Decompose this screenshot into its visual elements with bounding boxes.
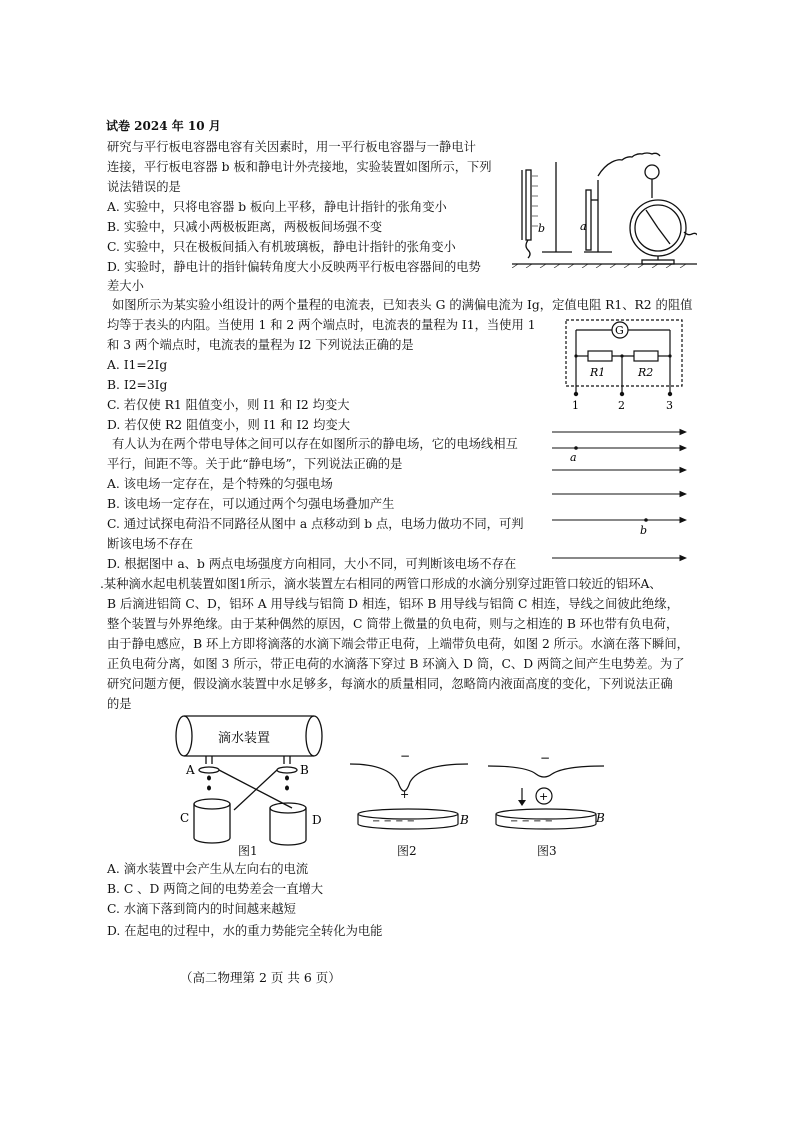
svg-text:−: − [540,752,551,765]
q3-point-b-label: b [640,524,648,537]
q4-stem-line-7: 的是 [107,697,132,711]
q4-option-a: A. 滴水装置中会产生从左向右的电流 [107,862,309,876]
drip-device-label: 滴水装置 [218,731,271,746]
can-d-label: D [312,813,322,827]
q3-option-c-cont: 断该电场不存在 [107,537,194,551]
drip-figure-2 [348,752,474,832]
q2-terminal-3: 3 [666,399,673,412]
q4-stem-line-6: 研究问题方便，假设滴水装置中水足够多，每滴水的质量相同，忽略筒内液面高度的变化，下列说法正确 [107,677,673,691]
q2-terminal-2: 2 [618,399,625,412]
q4-stem-line-3: 整个装置与外界绝缘。由于某种偶然的原因，C 筒带上微量的负电荷，则与之相连的 B 环也带有负电荷， [107,617,679,631]
fig3-ring-b-label: B [596,811,605,825]
q2-option-b: B. I2=3Ig [107,378,168,392]
q4-stem-line-4: 由于静电感应，B 环上方即将滴落的水滴下端会带正电荷，上端带负电荷，如图 2 所示。水滴在落下瞬间， [107,637,689,651]
svg-text:−: − [400,752,411,763]
q1-option-d: D. 实验时，静电计的指针偏转角度大小反映两平行板电容器间的电势 [107,260,481,274]
q1-option-a: A. 实验中，只将电容器 b 板向上平移，静电计指针的张角变小 [107,200,447,214]
q2-stem-line-3: 和 3 两个端点时，电流表的量程为 I2 下列说法正确的是 [107,338,414,352]
figure-3-caption: 图3 [537,844,557,858]
q1-option-c: C. 实验中，只在极板间插入有机玻璃板，静电计指针的张角变小 [107,240,456,254]
q3-stem-line-2: 平行，间距不等。关于此“静电场”，下列说法正确的是 [107,457,403,471]
q3-option-b: B. 该电场一定存在，可以通过两个匀强电场叠加产生 [107,497,395,511]
figure-2-caption: 图2 [397,844,417,858]
q1-label-a: a [580,220,587,233]
ring-a-label: A [186,763,195,777]
can-c-label: C [180,811,190,825]
q4-option-b: B. C 、D 两筒之间的电势差会一直增大 [107,882,324,896]
capacitor-electrometer-figure [512,140,697,268]
q2-option-d: D. 若仅使 R2 阻值变小，则 I1 和 I2 均变大 [107,418,350,432]
q2-label-r2: R2 [638,366,654,379]
svg-text:+: + [539,790,549,803]
q1-stem-line-2: 连接，平行板电容器 b 板和静电计外壳接地，实验装置如图所示，下列 [107,160,492,174]
q4-stem-line-1: .某种滴水起电机装置如图1所示，滴水装置左右相同的两管口形成的水滴分别穿过距管口较近的铝环A、 [100,577,662,591]
q1-option-b: B. 实验中，只减小两极板距离，两极板间场强不变 [107,220,383,234]
drip-generator-figure-1 [172,712,340,860]
q1-stem-line-3: 说法错误的是 [107,180,181,194]
drip-figure-3 [486,752,610,832]
q2-terminal-1: 1 [572,399,579,412]
q3-stem-line-1: 有人认为在两个带电导体之间可以存在如图所示的静电场，它的电场线相互 [112,437,518,451]
q2-stem-line-1: 如图所示为某实验小组设计的两个量程的电流表，已知表头 G 的满偏电流为 Ig，定值电阻 R1、R2 的阻值 [112,298,693,312]
q3-point-a-label: a [570,451,577,464]
page-header: 试卷 2024 年 10 月 [106,119,221,133]
figure-1-caption: 图1 [238,844,258,858]
svg-text:− − − −: − − − − [372,816,416,827]
q4-stem-line-5: 正负电荷分离，如图 3 所示，带正电荷的水滴落下穿过 B 环滴入 D 筒，C、D 两筒之间产生电势差。为了 [107,657,685,671]
ring-b-label: B [300,763,309,777]
svg-text:− − − −: − − − − [510,816,554,827]
q1-label-b: b [538,222,546,235]
q3-option-c: C. 通过试探电荷沿不同路径从图中 a 点移动到 b 点，电场力做功不同，可判 [107,517,524,531]
q2-label-g: G [615,324,624,337]
q4-stem-line-2: B 后滴进铝筒 C、D，铝环 A 用导线与铝筒 D 相连，铝环 B 用导线与铝筒 C 相连，导线之间彼此绝缘， [107,597,679,611]
q2-option-c: C. 若仅使 R1 阻值变小，则 I1 和 I2 均变大 [107,398,350,412]
page-footer: （高二物理第 2 页 共 6 页） [180,970,341,985]
q1-option-d-cont: 差大小 [107,279,144,293]
field-lines-figure [548,424,690,564]
q2-option-a: A. I1=2Ig [107,358,168,372]
fig2-ring-b-label: B [460,813,469,827]
q4-option-d: D. 在起电的过程中，水的重力势能完全转化为电能 [107,924,383,938]
q1-stem-line-1: 研究与平行板电容器电容有关因素时，用一平行板电容器与一静电计 [107,140,476,154]
ammeter-circuit-figure [562,316,688,412]
q3-option-d: D. 根据图中 a、b 两点电场强度方向相同，大小不同，可判断该电场不存在 [107,557,517,571]
svg-text:+: + [400,788,410,801]
q2-label-r1: R1 [590,366,606,379]
q3-option-a: A. 该电场一定存在，是个特殊的匀强电场 [107,477,333,491]
q4-option-c: C. 水滴下落到筒内的时间越来越短 [107,902,296,916]
q2-stem-line-2: 均等于表头的内阻。当使用 1 和 2 两个端点时，电流表的量程为 I1，当使用 1 [107,318,536,332]
